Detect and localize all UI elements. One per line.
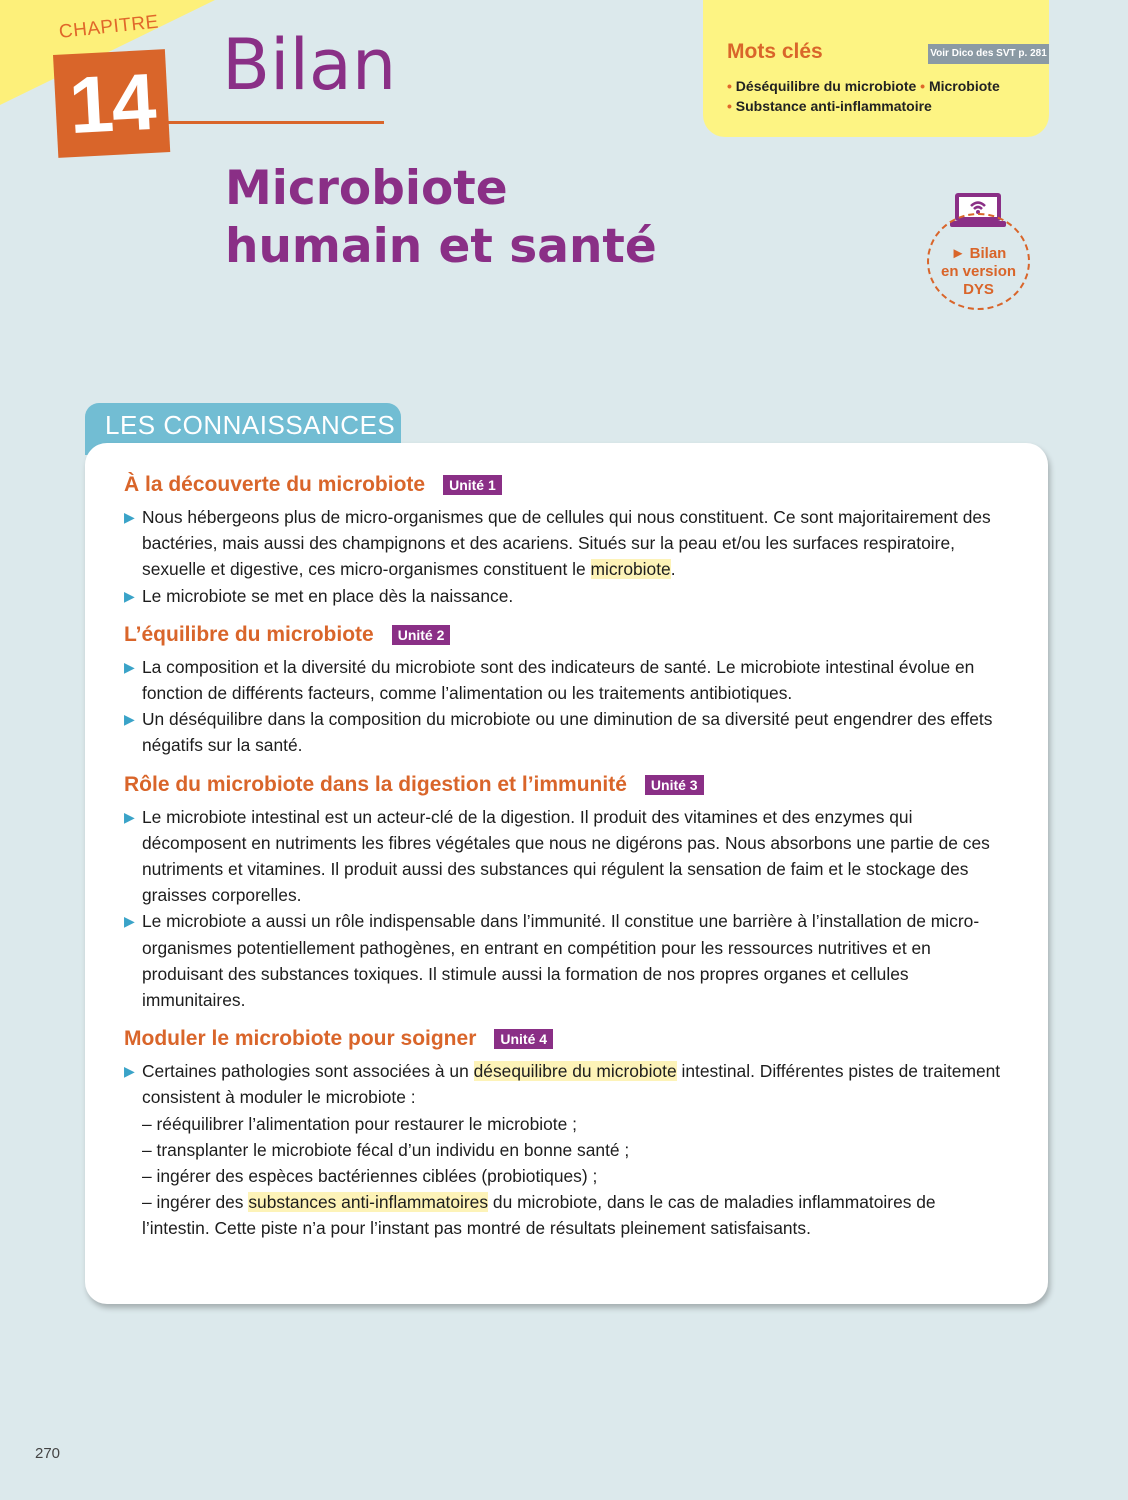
dys-line3: DYS [963,281,994,298]
keywords-box [703,0,1049,137]
bilan-heading: Bilan [222,24,397,106]
section-title: À la découverte du microbiote [124,473,426,496]
bullet-arrow-icon: ▶ [124,1063,135,1080]
bullet-paragraph: ▶ Le microbiote se met en place dès la naissance. [124,583,1008,609]
dys-line2: en version [940,263,1017,280]
treatment-item: – transplanter le microbiote fécal d’un individu en bonne santé ; [142,1139,630,1160]
dico-link[interactable]: Voir Dico des SVT p. 281 [928,44,1049,64]
bullet-arrow-icon: ▶ [124,587,135,604]
bullet-dot-icon: • [920,78,926,94]
keywords-title: Mots clés [727,40,823,63]
treatment-item: – ingérer des espèces bactériennes ciblées (probiotiques) ; [142,1166,598,1187]
keyword-microbiote: Microbiote [928,78,1000,94]
highlighted-keyword: microbiote [590,559,671,580]
section-title: Moduler le microbiote pour soigner [124,1027,477,1051]
section-title: L’équilibre du microbiote [124,622,374,646]
bullet-dot-icon: • [727,78,732,94]
section-moduler [124,1027,1008,1241]
bullet-paragraph: ▶ La composition et la diversité du microbiote sont des indicateurs de santé. Le microbiote intestinal évolue en fonction de différents facteurs, comme l’alimentation ou les traitements antibiotiques. [124,654,1008,706]
dys-line1: ► Bilan [950,245,1007,262]
unit-badge: Unité 1 [443,475,502,495]
section-equilibre [124,623,1008,759]
page-title-line1: Microbiote [225,161,508,216]
unit-badge: Unité 4 [494,1029,553,1049]
treatment-item: – rééquilibrer l’alimentation pour restaurer le microbiote ; [142,1113,577,1134]
page-title [225,160,657,276]
connaissances-card [85,443,1048,1304]
page-number: 270 [35,1445,61,1462]
bullet-paragraph: ▶ Le microbiote a aussi un rôle indispensable dans l’immunité. Il constitue une barrière à l’installation de micro-organismes potentiellement pathogènes, en entrant en compétition pour les ressources nutritives et en produisant des substances toxiques. Il stimule aussi la formation de nos propres organes et cellules immunitaires. [124,908,1008,1013]
bullet-arrow-icon: ▶ [124,913,135,930]
keyword-substance: Substance anti-inflammatoire [735,98,932,114]
highlighted-keyword: substances anti-inflammatoires [248,1192,489,1213]
bullet-arrow-icon: ▶ [124,808,135,825]
unit-badge: Unité 2 [392,625,451,645]
bilan-underline [168,121,384,124]
treatment-item: – ingérer des substances anti-inflammatoires du microbiote, dans le cas de maladies inflammatoires de l’intestin. Cette piste n’a pour l’instant pas montré de résultats pleinement satisfaisants. [142,1192,936,1239]
unit-badge: Unité 3 [645,775,704,795]
bullet-arrow-icon: ▶ [124,658,135,675]
chapter-number: 14 [53,49,170,158]
dys-version-link[interactable] [927,213,1030,310]
section-digestion-immunite [124,773,1008,1014]
bullet-arrow-icon: ▶ [124,711,135,728]
connaissances-tab: LES CONNAISSANCES [85,403,401,455]
section-decouverte [124,473,1008,609]
keywords-line1 [727,78,1049,94]
bullet-arrow-icon: ▶ [124,509,135,525]
bullet-dot-icon: • [727,98,732,114]
page-title-line2: humain et santé [225,219,657,274]
keyword-desequilibre: Déséquilibre du microbiote [735,78,917,94]
bullet-paragraph: ▶ Certaines pathologies sont associées à un désequilibre du microbiote intestinal. Différentes pistes de traitement consistent à moduler le microbiote : – rééquilibrer l’alimentation pour restaurer le microbiote ; – transplanter le microbiote fécal d’un individu en bonne santé ; – ingérer des espèces bactériennes ciblées (probiotiques) ; – ingérer des substances anti-inflammatoires du microbiote, dans le cas de maladies inflammatoires de l’intestin. Cette piste n’a pour l’instant pas montré de résultats pleinement satisfaisants. [124,1058,1008,1241]
bullet-paragraph: ▶ Le microbiote intestinal est un acteur-clé de la digestion. Il produit des vitamines et des enzymes qui décomposent en nutriments les fibres végétales que nous ne digérons pas. Nous absorbons une partie de ces nutriments et vitamines. Il produit aussi des substances qui régulent la sensation de faim et le stockage des graisses corporelles. [124,804,1008,909]
highlighted-keyword: désequilibre du microbiote [473,1061,677,1082]
section-title: Rôle du microbiote dans la digestion et l’immunité [124,772,627,796]
bullet-paragraph: ▶ Nous hébergeons plus de micro-organismes que de cellules qui nous constituent. Ce sont majoritairement des bactéries, mais aussi des champignons et des acariens. Situés sur la peau et/ou les surfaces respiratoire, sexuelle et digestive, ces micro-organismes constituent le microbiote. [124,504,1008,583]
bullet-paragraph: ▶ Un déséquilibre dans la composition du microbiote ou une diminution de sa diversité peut engendrer des effets négatifs sur la santé. [124,706,1008,758]
chapter-label: CHAPITRE [58,11,160,43]
keywords-line2 [727,98,1049,114]
